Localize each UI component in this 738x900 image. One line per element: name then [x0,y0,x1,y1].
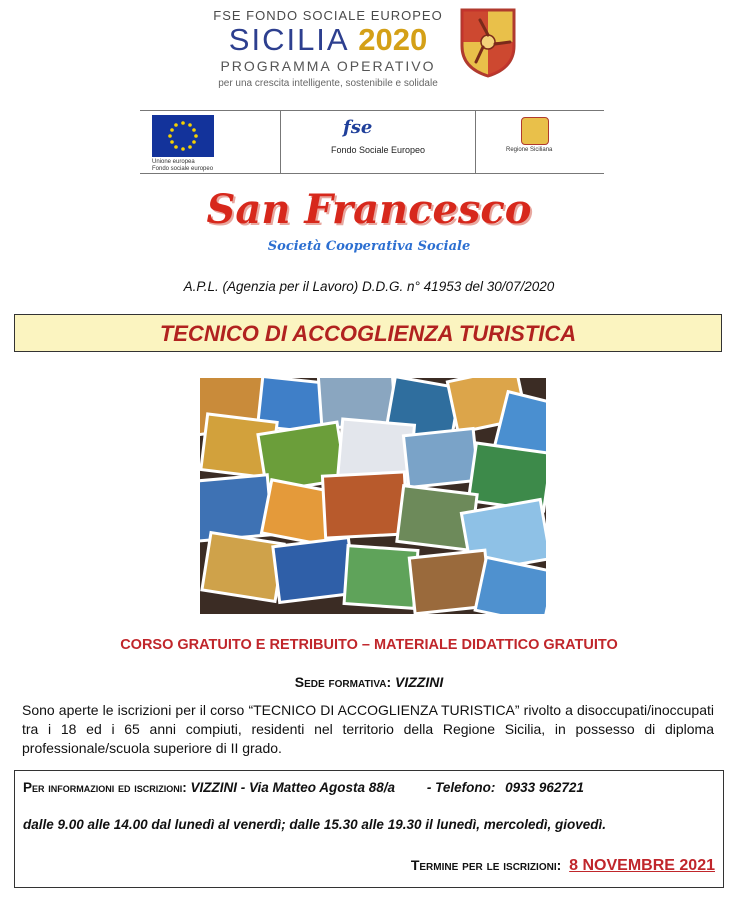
region-logo-cell [476,111,604,173]
deadline-row [411,857,715,875]
programma-operativo: PROGRAMMA OPERATIVO [220,58,436,74]
course-title-box [14,314,722,352]
opening-hours: dalle 9.00 alle 14.00 dal lunedì al venerdì; dalle 15.30 alle 19.30 il lunedì, mercoledì, giovedì. [23,817,607,832]
sede-label: Sede formativa: [294,674,392,690]
sicilia-word: SICILIA [228,22,350,57]
info-place: VIZZINI - Via Matteo Agosta 88/a [190,780,396,795]
free-course-line: CORSO GRATUITO E RETRIBUITO – MATERIALE DIDATTICO GRATUITO [120,637,618,653]
trinacria-shield-icon [458,6,518,78]
info-label: Per informazioni ed iscrizioni: [23,780,187,795]
training-location [0,674,738,690]
sicilia-2020-title [212,24,444,56]
region-emblem-icon [521,117,549,145]
fse-mark: fse [343,117,373,138]
sede-value: VIZZINI [395,674,444,690]
deadline-date: 8 NOVEMBRE 2021 [569,857,715,874]
travel-photo-collage [200,378,546,614]
year-2020: 2020 [358,22,428,57]
fse-header-line: FSE FONDO SOCIALE EUROPEO [213,8,443,23]
funding-logos-strip [140,110,604,174]
phone-number[interactable]: 0933 962721 [505,780,584,795]
eu-caption-line2: Fondo sociale europeo [152,166,214,172]
contact-row [23,780,584,795]
course-description: Sono aperte le iscrizioni per il corso “TECNICO DI ACCOGLIENZA TURISTICA” rivolto a disoccupati/inoccupati tra i 18 ed i 65 anni compiuti, residenti nel territorio della Regione Sicilia, in possesso di diploma professionale/scuola superiore di II grado. [22,702,714,756]
deadline-label: Termine per le iscrizioni: [410,857,562,873]
eu-logo-cell [140,111,278,173]
region-caption: Regione Siciliana [506,147,553,153]
crescita-tagline: per una crescita intelligente, sostenibile e solidale [218,78,438,89]
phone-label: - Telefono: [426,780,496,795]
eu-caption-line1: Unione europea [152,159,195,165]
contact-info-box [14,770,724,888]
fse-caption: Fondo Sociale Europeo [330,145,426,155]
fse-logo-cell [280,111,476,173]
eu-flag-icon [152,115,214,157]
organization-subtitle: Società Cooperativa Sociale [267,239,471,254]
apl-reference: A.P.L. (Agenzia per il Lavoro) D.D.G. n° 41953 del 30/07/2020 [183,279,555,294]
eu-caption [152,159,213,173]
course-title: TECNICO DI ACCOGLIENZA TURISTICA [159,321,577,346]
fse-sicilia-header [212,8,444,89]
organization-name: San Francesco [206,186,532,233]
